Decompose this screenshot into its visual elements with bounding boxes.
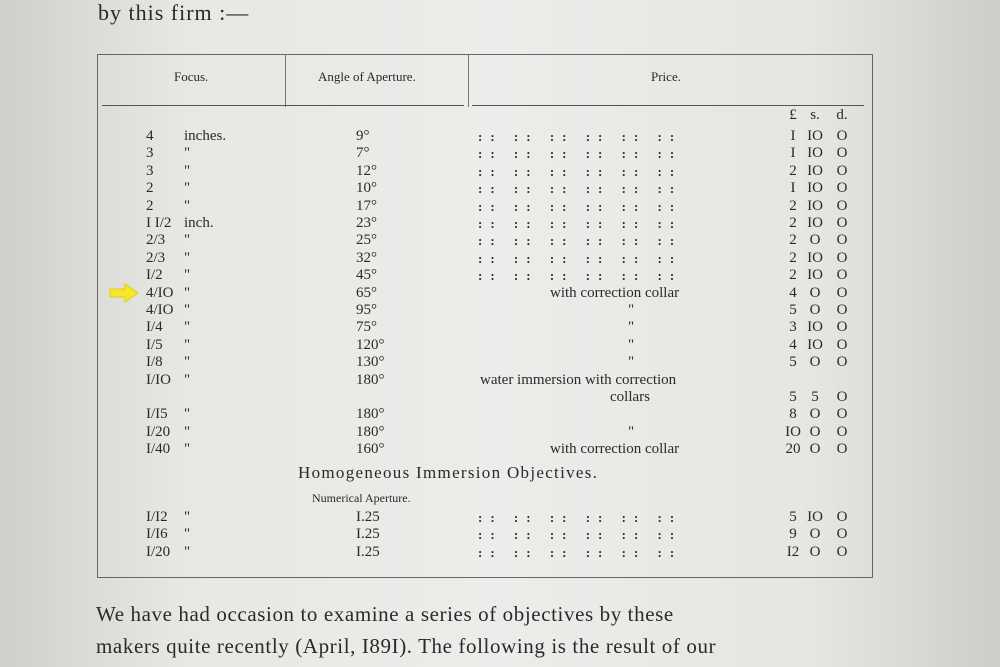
table-row (98, 509, 872, 526)
focus-value: 2/3 (146, 249, 166, 266)
homogeneous-header: Homogeneous Immersion Objectives. (298, 463, 599, 482)
price-pence: O (836, 249, 848, 266)
price-pounds: 5 (789, 509, 797, 525)
focus-unit: " (184, 162, 191, 179)
angle-value: 65° (356, 284, 377, 301)
focus-value: 2 (146, 197, 154, 214)
focus-unit: " (184, 371, 191, 388)
table-row (98, 198, 872, 215)
numerical-aperture-label: Numerical Aperture. (312, 491, 411, 505)
angle-value: 75° (356, 319, 377, 336)
price-shillings: IO (807, 145, 823, 162)
price-shillings: O (809, 284, 821, 301)
price-note: collars (610, 389, 650, 405)
focus-value: 2/3 (146, 232, 166, 249)
angle-value: 10° (356, 180, 377, 197)
table-row (98, 250, 872, 267)
leader-dots: :: :: :: :: :: :: (478, 129, 683, 144)
focus-unit: " (184, 180, 191, 197)
table-row (98, 145, 872, 162)
price-pounds: I (790, 180, 796, 197)
leader-dots: :: :: :: :: :: :: (478, 233, 683, 249)
table-row (98, 372, 872, 389)
focus-value: I/IO (146, 371, 171, 388)
price-shillings: IO (807, 336, 823, 353)
angle-value: 180° (356, 406, 385, 423)
header-focus: Focus. (174, 69, 209, 84)
price-shillings: IO (807, 249, 823, 266)
focus-unit: " (184, 284, 191, 301)
price-pence: O (836, 128, 848, 144)
header-angle: Angle of Aperture. (318, 69, 416, 84)
angle-value: 12° (356, 162, 377, 179)
focus-unit: " (184, 543, 191, 560)
price-pence: O (836, 302, 848, 318)
price-note: " (628, 423, 635, 440)
price-note: with correction collar (550, 284, 680, 301)
table-row (98, 285, 872, 302)
price-shillings: O (809, 354, 821, 371)
focus-value: I I/2 (146, 215, 172, 231)
price-pounds: 2 (789, 267, 797, 284)
price-shillings: O (809, 543, 821, 560)
angle-value: 23° (356, 215, 377, 231)
numerical-aperture-value: I.25 (356, 526, 380, 543)
focus-unit: " (184, 197, 191, 214)
focus-value: I/20 (146, 423, 171, 440)
price-pounds: I (790, 128, 796, 144)
angle-value: 130° (356, 354, 385, 371)
table-row (98, 180, 872, 197)
focus-unit: " (184, 441, 191, 458)
leader-dots: :: :: :: :: :: :: (478, 510, 683, 525)
price-pence: O (836, 389, 848, 405)
focus-unit: " (184, 354, 191, 371)
price-pence: O (836, 162, 848, 179)
price-shillings: O (809, 423, 821, 440)
price-table (97, 54, 873, 578)
table-row (98, 232, 872, 249)
table-row (98, 215, 872, 232)
focus-unit: " (184, 232, 191, 249)
price-shillings: IO (807, 509, 823, 525)
price-pounds: 2 (789, 249, 797, 266)
leader-dots: :: :: :: :: :: :: (478, 250, 683, 266)
focus-value: I/8 (146, 354, 163, 371)
focus-value: I/I5 (146, 406, 168, 423)
focus-unit: " (184, 509, 191, 525)
focus-value: I/2 (146, 267, 163, 284)
angle-value: 9° (356, 128, 370, 144)
price-pence: O (836, 543, 848, 560)
price-pounds: 5 (789, 389, 797, 405)
leader-dots: :: :: :: :: :: :: (478, 544, 683, 560)
table-row (98, 128, 872, 145)
focus-unit: " (184, 406, 191, 423)
price-pounds: 2 (789, 162, 797, 179)
table-row (98, 267, 872, 284)
focus-value: I/40 (146, 441, 171, 458)
angle-value: 25° (356, 232, 377, 249)
price-pounds: 9 (789, 526, 797, 543)
focus-value: 4 (146, 128, 154, 144)
focus-unit: " (184, 249, 191, 266)
leader-dots: :: :: :: :: :: :: (478, 163, 683, 179)
header-rule (472, 105, 864, 106)
focus-value: I/4 (146, 319, 163, 336)
price-pounds: 2 (789, 232, 797, 249)
price-pence: O (836, 509, 848, 525)
focus-unit: " (184, 336, 191, 353)
price-shillings: O (809, 526, 821, 543)
focus-unit: " (184, 267, 191, 284)
focus-unit: " (184, 423, 191, 440)
pence-header: d. (836, 107, 848, 123)
price-pounds: 2 (789, 197, 797, 214)
focus-unit: inch. (184, 215, 214, 231)
numerical-aperture-value: I.25 (356, 509, 380, 525)
currency-header-row (98, 107, 872, 124)
price-note: " (628, 336, 635, 353)
focus-unit: " (184, 526, 191, 543)
table-row (98, 544, 872, 561)
pounds-header: £ (789, 107, 797, 123)
angle-value: 7° (356, 145, 370, 162)
price-pence: O (836, 197, 848, 214)
price-shillings: IO (807, 267, 823, 284)
price-note: " (628, 302, 635, 318)
price-pence: O (836, 284, 848, 301)
focus-value: I/5 (146, 336, 163, 353)
price-pence: O (836, 441, 848, 458)
price-note: water immersion with correction (480, 371, 677, 388)
table-row (98, 441, 872, 458)
focus-value: I/20 (146, 543, 171, 560)
highlight-arrow-icon (109, 283, 139, 303)
shillings-header: s. (810, 107, 820, 123)
focus-value: 2 (146, 180, 154, 197)
focus-unit: inches. (184, 128, 227, 144)
focus-unit: " (184, 145, 191, 162)
price-pounds: 5 (789, 302, 797, 318)
angle-value: 120° (356, 336, 385, 353)
price-pence: O (836, 423, 848, 440)
price-pounds: 4 (789, 336, 797, 353)
leader-dots: :: :: :: :: :: :: (478, 216, 683, 231)
price-shillings: O (809, 302, 821, 318)
column-divider (468, 55, 469, 107)
price-note: " (628, 354, 635, 371)
price-shillings: IO (807, 215, 823, 231)
table-row (98, 526, 872, 543)
focus-value: 3 (146, 145, 154, 162)
price-pence: O (836, 215, 848, 231)
angle-value: 160° (356, 441, 385, 458)
price-pence: O (836, 145, 848, 162)
focus-value: I/I6 (146, 526, 168, 543)
intro-text: by this firm :— (98, 0, 250, 25)
price-pence: O (836, 354, 848, 371)
price-pounds: I (790, 145, 796, 162)
focus-value: 3 (146, 162, 154, 179)
leader-dots: :: :: :: :: :: :: (478, 268, 683, 284)
price-shillings: O (809, 232, 821, 249)
leader-dots: :: :: :: :: :: :: (478, 198, 683, 214)
price-pence: O (836, 232, 848, 249)
focus-value: 4/IO (146, 284, 174, 301)
price-pounds: IO (785, 423, 801, 440)
numerical-aperture-value: I.25 (356, 543, 380, 560)
header-price: Price. (651, 69, 681, 84)
leader-dots: :: :: :: :: :: :: (478, 181, 683, 197)
price-pence: O (836, 526, 848, 543)
price-pence: O (836, 406, 848, 423)
focus-unit: " (184, 319, 191, 336)
table-row (98, 337, 872, 354)
table-row (98, 302, 872, 319)
price-shillings: IO (807, 128, 823, 144)
price-pounds: 3 (789, 319, 797, 336)
price-shillings: 5 (811, 389, 819, 405)
price-shillings: IO (807, 180, 823, 197)
angle-value: 95° (356, 302, 377, 318)
price-shillings: O (809, 441, 821, 458)
angle-value: 180° (356, 423, 385, 440)
price-shillings: IO (807, 162, 823, 179)
price-pounds: 5 (789, 354, 797, 371)
table-row (98, 389, 872, 406)
price-pence: O (836, 267, 848, 284)
price-pounds: I2 (786, 543, 800, 560)
price-shillings: IO (807, 197, 823, 214)
price-pounds: 4 (789, 284, 797, 301)
table-row (98, 319, 872, 336)
price-pounds: 2 (789, 215, 797, 231)
price-note: with correction collar (550, 441, 680, 458)
focus-unit: " (184, 302, 191, 318)
table-row (98, 163, 872, 180)
price-shillings: O (809, 406, 821, 423)
angle-value: 17° (356, 197, 377, 214)
price-pence: O (836, 319, 848, 336)
price-pounds: 8 (789, 406, 797, 423)
header-rule (102, 105, 464, 106)
outro-paragraph (96, 598, 716, 662)
angle-value: 32° (356, 249, 377, 266)
angle-value: 180° (356, 371, 385, 388)
focus-value: 4/IO (146, 302, 174, 318)
price-pence: O (836, 180, 848, 197)
price-shillings: IO (807, 319, 823, 336)
angle-value: 45° (356, 267, 377, 284)
focus-value: I/I2 (146, 509, 168, 525)
table-row (98, 424, 872, 441)
outro-line: We have had occasion to examine a series of objectives by these (96, 602, 674, 626)
column-divider (285, 55, 286, 107)
table-row (98, 354, 872, 371)
price-pounds: 20 (785, 441, 801, 458)
price-note: " (628, 319, 635, 336)
outro-line: makers quite recently (April, I89I). The following is the result of our (96, 634, 717, 658)
table-row (98, 406, 872, 423)
leader-dots: :: :: :: :: :: :: (478, 527, 683, 543)
price-pence: O (836, 336, 848, 353)
leader-dots: :: :: :: :: :: :: (478, 146, 683, 162)
